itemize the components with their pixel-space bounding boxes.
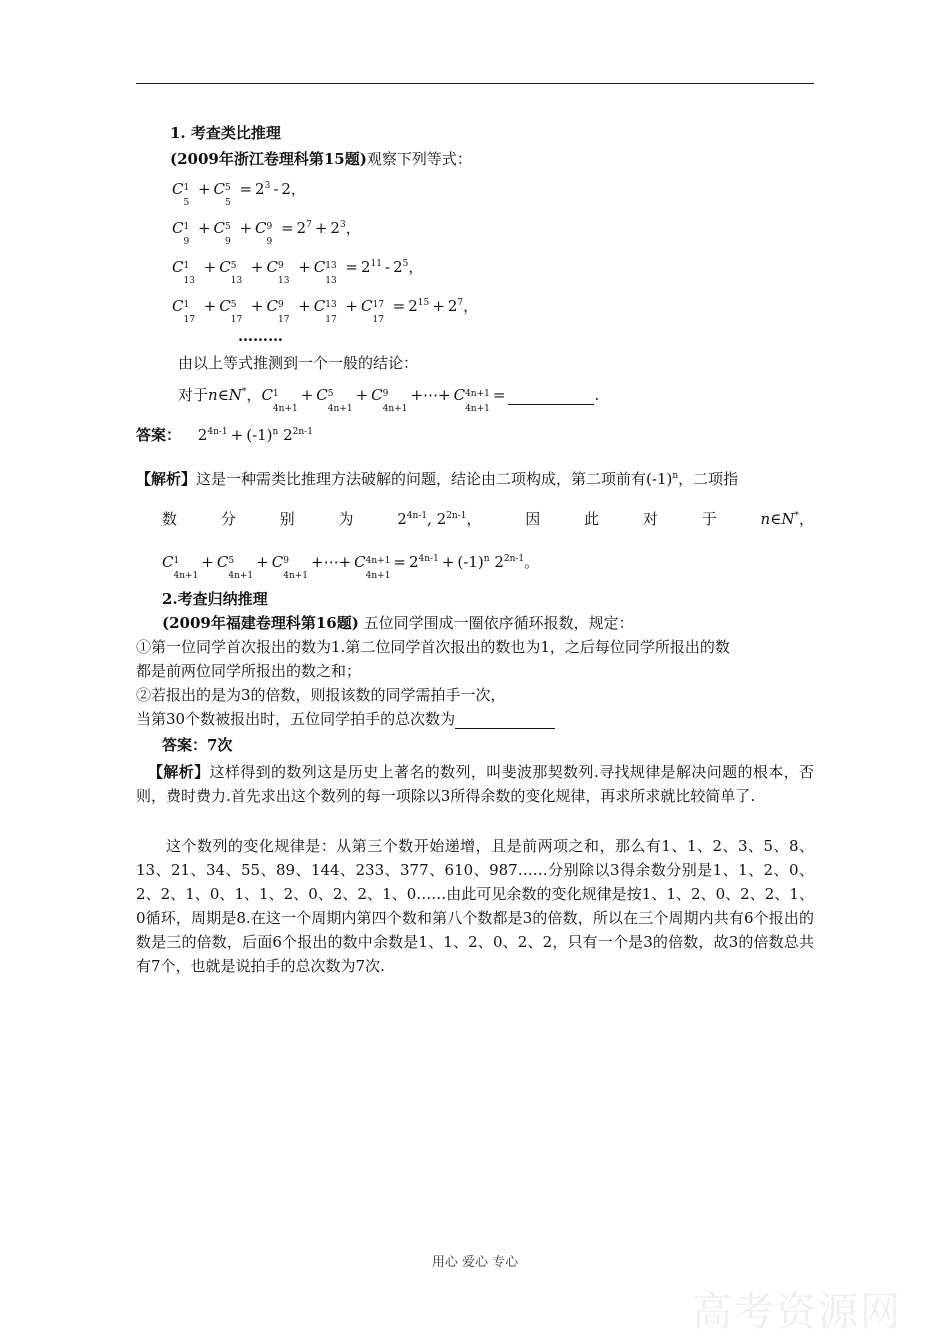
analysis-1-line1: 【解析】这是一种需类比推理方法破解的问题，结论由二项构成，第二项前有$(-1)^n$，二项指: [136, 470, 739, 488]
analysis-1-line2: [162, 508, 814, 529]
exponents: $2^{4n-1}$, $2^{2n-1}$，: [397, 510, 482, 528]
rule-1-line2: 都是前两位同学所报出的数之和；: [136, 662, 362, 680]
answer-2: 答案：7次: [162, 736, 233, 754]
period: .: [594, 386, 600, 404]
question-text: 当第30个数被报出时，五位同学拍手的总次数为: [136, 710, 456, 728]
word: 对: [642, 510, 658, 528]
section2-source: (2009年福建卷理科第16题): [162, 614, 359, 632]
question: [136, 710, 555, 729]
equation-4: C 1 17 + C 5 17 + C 9 17 + C 13 17 + C 17 17 = $2^{15} + 2^7$，: [172, 297, 479, 325]
question-blank: [455, 710, 555, 729]
general-formula: 对于n∈N*，C 1 4n+1 + C 5 4n+1 + C 9 4n+1 +⋯+ C 4n+1 4n+1 = .: [178, 386, 600, 414]
section1-heading: 1. 考查类比推理: [170, 124, 281, 142]
analysis-2-p1: [136, 760, 814, 808]
section1-problem-intro: [170, 150, 472, 168]
word: 此: [584, 510, 600, 528]
analysis-1-text: 这是一种需类比推理方法破解的问题，结论由二项构成，第二项前有: [196, 470, 647, 488]
answer-1: 答案： $2^{4n-1} + (-1)^n$ $2^{2n-1}$: [136, 426, 313, 444]
analysis-2-label: 【解析】: [148, 763, 210, 781]
n-in-N: n∈N*，: [760, 510, 814, 528]
section1-intro: 观察下列等式：: [366, 150, 472, 168]
word: 于: [701, 510, 717, 528]
section1-source: (2009年浙江卷理科第15题): [170, 150, 367, 168]
equation-1: C 1 5 + C 5 5 = $2^3 - 2$，: [172, 180, 306, 208]
for-text: 对于: [178, 386, 209, 404]
analysis-1-formula: C 1 4n+1 + C 5 4n+1 + C 9 4n+1 +⋯+ C 4n+1 4n+1 = $2^{4n-1} + (-1)^n$ $2^{2n-1}$。: [162, 553, 540, 581]
word: 数: [162, 510, 178, 528]
analysis-1-text2: ，二项指: [678, 470, 739, 488]
word: 因: [525, 510, 541, 528]
word: 分: [220, 510, 236, 528]
end-mark: 。: [524, 553, 540, 571]
ellipsis-dots: ………: [238, 327, 283, 345]
page-footer: 用心 爱心 专心: [431, 1255, 519, 1270]
section2-problem-intro: [162, 614, 634, 632]
analysis-2-p2: 这个数列的变化规律是：从第三个数开始递增，且是前两项之和，那么有1、1、2、3、5、8、13、21、34、55、89、144、233、377、610、987……分别除以3得余数分别是1、1、2、0、2、2、1、0、1、1、2、0、2、2、1、0……由此可见余数的变化规律是按1、1、2、0、2、2、1、0循环，周期是8.在这一个周期内第四个数和第八个数都是3的倍数，所以在三个周期内共有6个报出的数是三的倍数，后面6个报出的数中余数是1、1、2、0、2、2，只有一个是3的倍数，故3的倍数总共有7个，也就是说拍手的总次数为7次.: [136, 837, 814, 975]
word: 为: [338, 510, 354, 528]
rule-2: ②若报出的是为3的倍数，则报该数的同学需拍手一次，: [136, 686, 506, 704]
equation-2: C 1 9 + C 5 9 + C 9 9 = $2^7 + 2^3$，: [172, 219, 361, 247]
watermark: 高考资源网: [692, 1289, 902, 1335]
analysis-2-p1-text: 这样得到的数列这是历史上著名的数列，叫斐波那契数列.寻找规律是解决问题的根本，否则，费时费力.首先求出这个数列的每一项除以3所得余数的变化规律，再求所求就比较简单了.: [136, 763, 814, 805]
equation-3: C 1 13 + C 5 13 + C 9 13 + C 13 13 = $2^{11} - 2^5$，: [172, 258, 424, 286]
analysis-1-label: 【解析】: [136, 470, 197, 488]
header-rule: [136, 83, 814, 84]
word: 别: [279, 510, 295, 528]
answer-blank: [508, 386, 594, 405]
conclusion-text: 由以上等式推测到一个一般的结论：: [178, 354, 419, 372]
section2-heading: 2.考查归纳推理: [162, 590, 268, 608]
answer-1-label: 答案：: [136, 426, 182, 444]
rule-1-line1: ①第一位同学首次报出的数为1.第二位同学首次报出的数也为1，之后每位同学所报出的数: [136, 638, 730, 656]
section2-intro: 五位同学围成一圈依序循环报数，规定：: [363, 614, 634, 632]
